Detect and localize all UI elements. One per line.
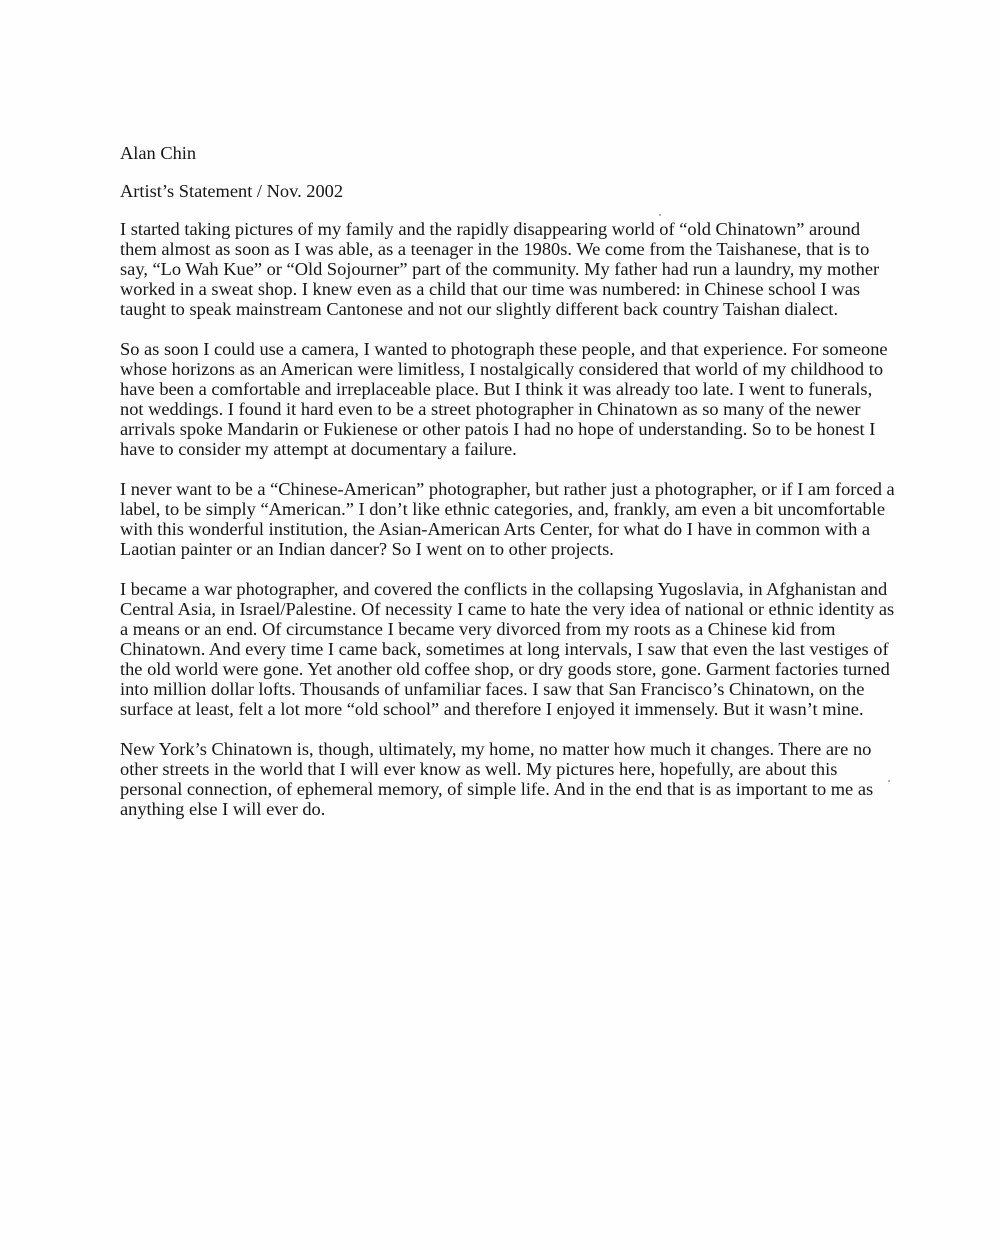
author-name: Alan Chin xyxy=(120,143,197,163)
paragraph-2: So as soon I could use a camera, I wanted to photograph these people, and that experience. For someone whose horizons as an American were limitless, I nostalgically considered that world of my childhood to have been a comfortable and irreplaceable place. But I think it was already too late. I went to funerals, not weddings. I found it hard even to be a street photographer in Chinatown as so many of the newer arrivals spoke Mandarin or Fukienese or other patois I had no hope of understanding. So to be honest I have to consider my attempt at documentary a failure. xyxy=(120,339,888,459)
paragraph-3: I never want to be a “Chinese-American” photographer, but rather just a photographer, or if I am forced a label, to be simply “American.” I don’t like ethnic categories, and, frankly, am even a bit uncomfortable with this wonderful institution, the Asian-American Arts Center, for what do I have in common with a Laotian painter or an Indian dancer? So I went on to other projects. xyxy=(120,479,895,559)
statement-body xyxy=(120,143,895,819)
paragraph-1: I started taking pictures of my family and the rapidly disappearing world of “old Chinatown” around them almost as soon as I was able, as a teenager in the 1980s. We come from the Taishanese, that is to say, “Lo Wah Kue” or “Old Sojourner” part of the community. My father had run a laundry, my mother worked in a sweat shop. I knew even as a child that our time was numbered: in Chinese school I was taught to speak mainstream Cantonese and not our slightly different back country Taishan dialect. xyxy=(120,219,880,319)
paragraph-5: New York’s Chinatown is, though, ultimately, my home, no matter how much it changes. There are no other streets in the world that I will ever know as well. My pictures here, hopefully, are about this personal connection, of ephemeral memory, of simple life. And in the end that is as important to me as anything else I will ever do. xyxy=(120,739,874,819)
paragraph-4: I became a war photographer, and covered the conflicts in the collapsing Yugoslavia, in Afghanistan and Central Asia, in Israel/Palestine. Of necessity I came to hate the very idea of national or ethnic identity as a means or an end. Of circumstance I became very divorced from my roots as a Chinese kid from Chinatown. And every time I came back, sometimes at long intervals, I saw that even the last vestiges of the old world were gone. Yet another old coffee shop, or dry goods store, gone. Garment factories turned into million dollar lofts. Thousands of unfamiliar faces. I saw that San Francisco’s Chinatown, on the surface at least, felt a lot more “old school” and therefore I enjoyed it immensely. But it wasn’t mine. xyxy=(120,579,895,719)
statement-title: Artist’s Statement / Nov. 2002 xyxy=(120,181,344,201)
